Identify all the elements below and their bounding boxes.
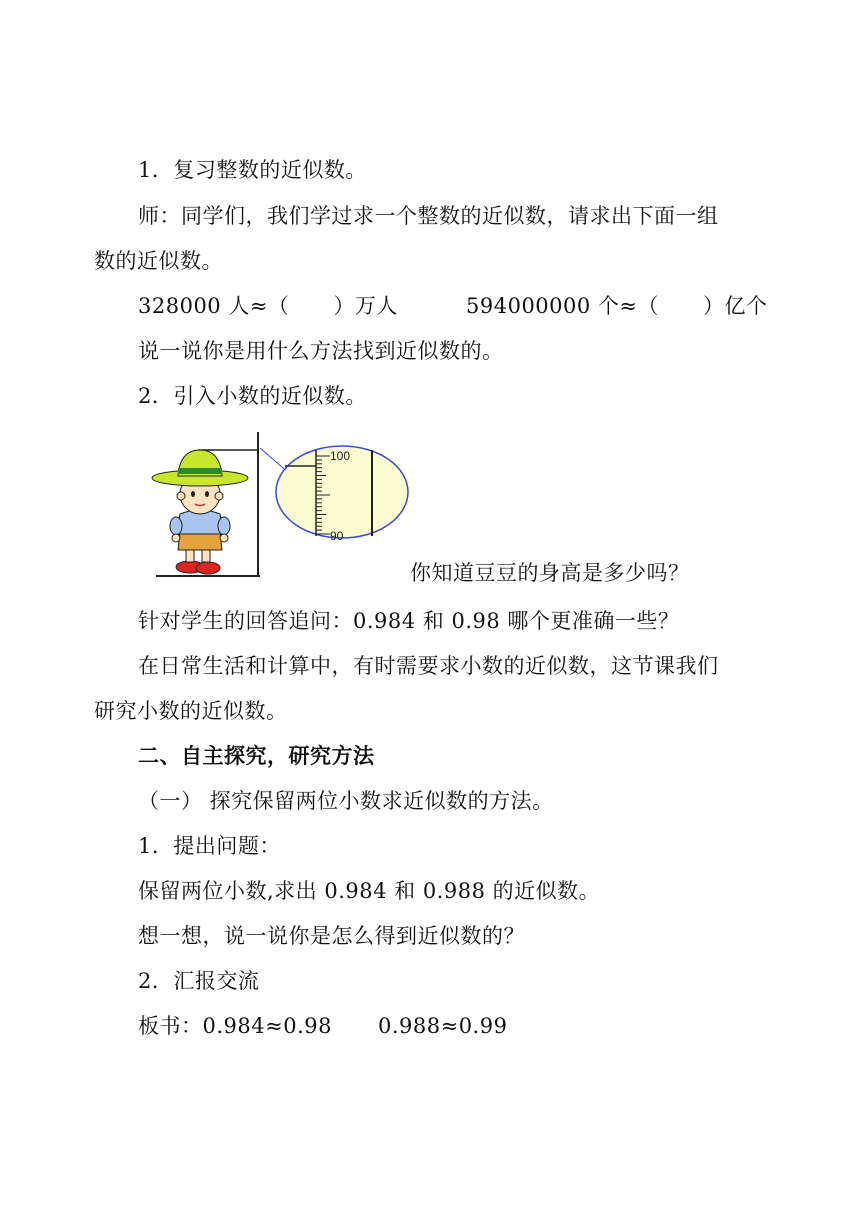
followup-question: 针对学生的回答追问：0.984 和 0.98 哪个更准确一些？	[138, 609, 680, 633]
step1-think: 想一想，说一说你是怎么得到近似数的？	[138, 924, 525, 948]
problem-a	[138, 291, 398, 321]
intro-line-1: 在日常生活和计算中，有时需要求小数的近似数，这节课我们	[138, 654, 719, 678]
left-eye	[191, 491, 195, 497]
step2-heading: 2．汇报交流	[138, 969, 260, 993]
problem-b	[466, 291, 768, 321]
section2-heading: 2．引入小数的近似数。	[138, 384, 367, 408]
ruler-label-100: 100	[330, 449, 351, 463]
board-equation-1: 0.984≈0.98	[202, 1014, 332, 1038]
pants	[178, 532, 222, 550]
problem-a-right: ）万人	[333, 294, 398, 318]
right-arm	[218, 517, 230, 535]
problem-a-left: 328000 人≈（	[138, 294, 290, 318]
teacher-line-2: 数的近似数。	[94, 249, 223, 273]
right-hand	[220, 534, 228, 542]
left-arm	[170, 517, 182, 535]
left-ear	[177, 492, 185, 500]
right-shoe	[196, 562, 220, 574]
problem-b-right: ）亿个	[703, 294, 768, 318]
right-ear	[215, 492, 223, 500]
boy-figure	[152, 450, 248, 574]
board-label: 板书：	[138, 1014, 203, 1038]
right-eye	[205, 491, 209, 497]
method-prompt: 说一说你是用什么方法找到近似数的。	[138, 339, 504, 363]
part2-sub-heading: （一） 探究保留两位小数求近似数的方法。	[138, 789, 554, 813]
left-hand	[172, 534, 180, 542]
ruler-label-90: 90	[330, 529, 344, 543]
teacher-line-1: 师：同学们，我们学过求一个整数的近似数，请求出下面一组	[138, 204, 719, 228]
height-question: 你知道豆豆的身高是多少吗？	[410, 561, 690, 585]
height-illustration-svg	[150, 428, 420, 583]
hat-band	[178, 468, 222, 474]
section1-heading: 1．复习整数的近似数。	[138, 158, 367, 182]
problem-b-left: 594000000 个≈（	[466, 294, 660, 318]
step1-heading: 1．提出问题：	[138, 834, 281, 858]
intro-line-2: 研究小数的近似数。	[94, 699, 288, 723]
height-measurement-illustration	[150, 428, 420, 583]
part2-heading: 二、自主探究，研究方法	[138, 743, 375, 768]
board-equation-2: 0.988≈0.99	[377, 1014, 508, 1038]
step1-task: 保留两位小数,求出 0.984 和 0.988 的近似数。	[138, 879, 601, 903]
board-writing	[138, 1011, 507, 1041]
